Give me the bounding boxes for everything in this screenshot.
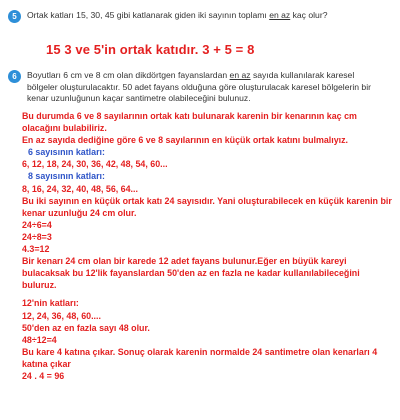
question-5-text: Ortak katları 15, 30, 45 gibi katlanarak giden iki sayının toplamı en az kaç olur?	[27, 10, 328, 20]
answer-line: 50'den az en fazla sayı 48 olur.	[22, 322, 150, 333]
question-5	[8, 10, 387, 23]
multiples-heading-12: 12'nin katları:	[22, 298, 79, 309]
multiples-heading-6: 6 sayısının katları:	[28, 147, 105, 158]
multiples-of-12: 12, 24, 36, 48, 60....	[22, 310, 101, 321]
multiples-of-6: 6, 12, 18, 24, 30, 36, 42, 48, 54, 60...	[22, 159, 168, 170]
calc-line: 48÷12=4	[22, 334, 57, 345]
answer-line: Bu kare 4 katına çıkar. Sonuç olarak karenin normalde 24 santimetre olan kenarları 4 katına çıkar	[22, 346, 378, 369]
answer-line: Bu iki sayının en küçük ortak katı 24 sayısıdır. Yani oluşturabilecek en küçük karenin bir kenar uzunluğu 24 cm olur.	[22, 195, 392, 218]
final-result: 24 . 4 = 96	[22, 370, 65, 381]
calc-line: 24÷8=3	[22, 231, 52, 242]
answer-line: Bu durumda 6 ve 8 sayılarının ortak katı bulunarak karenin bir kenarının kaç cm olacağını bulabiliriz.	[22, 111, 357, 134]
multiples-of-8: 8, 16, 24, 32, 40, 48, 56, 64...	[22, 183, 138, 194]
calc-line: 24÷6=4	[22, 219, 52, 230]
multiples-heading-8: 8 sayısının katları:	[28, 171, 105, 182]
question-6	[8, 70, 387, 105]
answer-line: Bir kenarı 24 cm olan bir karede 12 adet fayans bulunur.Eğer en büyük kareyi bulacaksak bu 12'lik fayanslardan 50'den az en fazla ne kadar kullanılabileceğini buluruz.	[22, 256, 360, 291]
question-6-answer	[22, 110, 394, 382]
question-number-badge: 6	[8, 70, 21, 83]
question-number-badge: 5	[8, 10, 21, 23]
question-5-answer: 15 3 ve 5'in ortak katıdır. 3 + 5 = 8	[46, 42, 255, 57]
answer-line: En az sayıda dediğine göre 6 ve 8 sayılarının en küçük ortak katını bulmalıyız.	[22, 135, 349, 146]
question-6-text: Boyutları 6 cm ve 8 cm olan dikdörtgen fayanslardan en az sayıda kullanılarak karesel bölgeler oluşturulacaktır. 50 adet fayans olduğuna göre oluşturulacak karesel bölgelerin bir kenar uzunluğunun kaçar santimetre olabileceğini bulunuz.	[27, 70, 371, 103]
calc-line: 4.3=12	[22, 244, 50, 255]
